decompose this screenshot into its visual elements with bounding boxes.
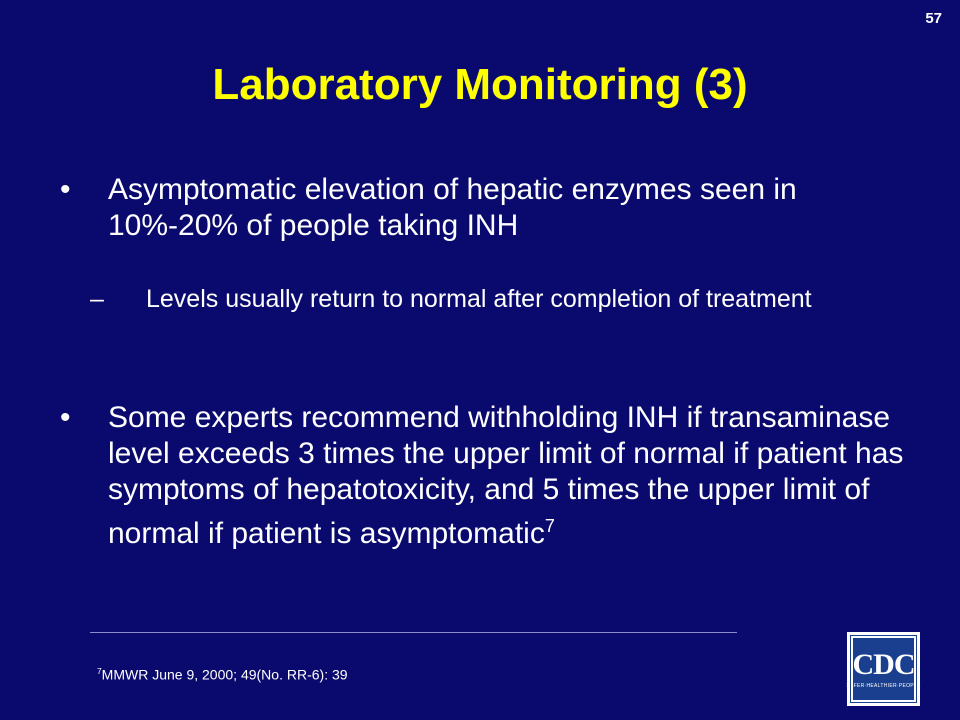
footnote [97, 666, 348, 683]
bullet-text-wrapper [108, 400, 920, 552]
bullet-text: Some experts recommend withholding INH if transaminase level exceeds 3 times the upper limit of normal if patient has symptoms of hepatotoxicity, and 5 times the upper limit of normal if patient is asymptomatic [108, 401, 904, 550]
cdc-logo [847, 632, 920, 706]
bullet-text: Asymptomatic elevation of hepatic enzymes seen in 10%-20% of people taking INH [108, 173, 797, 242]
bullet-item [60, 172, 920, 244]
slide-title: Laboratory Monitoring (3) [212, 60, 748, 109]
cdc-logo-tagline: SAFER·HEALTHIER·PEOPLE [846, 683, 921, 689]
bullet-marker: • [60, 401, 71, 434]
footnote-text: MMWR June 9, 2000; 49(No. RR-6): 39 [101, 666, 348, 683]
footnote-divider [90, 632, 737, 633]
sub-bullet-text: Levels usually return to normal after completion of treatment [146, 285, 812, 313]
sub-bullet-item [90, 284, 850, 314]
citation-ref: 7 [544, 516, 555, 536]
footnote-ref: 7 [97, 666, 102, 676]
cdc-logo-mark [846, 636, 921, 702]
bullet-item [60, 400, 920, 552]
slide-number: 57 [925, 10, 942, 27]
sub-bullet-marker: – [90, 285, 104, 313]
cdc-logo-letters: CDC [852, 648, 915, 681]
bullet-marker: • [60, 173, 71, 206]
